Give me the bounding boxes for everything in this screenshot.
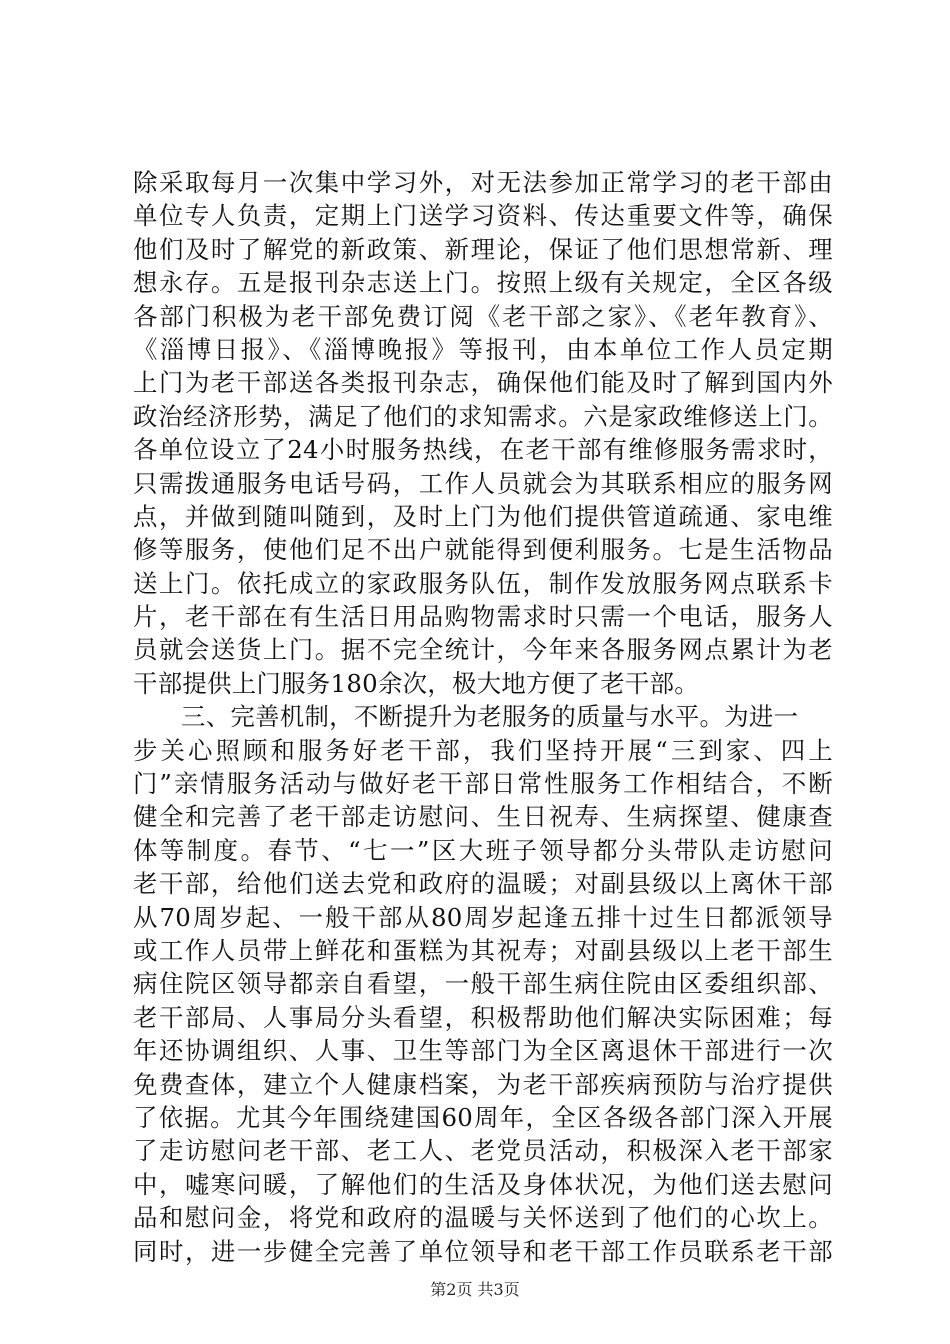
paragraph-start-line: 三、完善机制，不断提升为老服务的质量与水平。为进一 — [181, 702, 799, 732]
text-line: 送上门。依托成立的家政服务队伍，制作发放服务网点联系卡 — [133, 568, 833, 598]
text-line: 健全和完善了老干部走访慰问、生日祝寿、生病探望、健康查 — [133, 802, 833, 832]
body-text — [133, 166, 833, 1268]
text-line: 了走访慰问老干部、老工人、老党员活动，积极深入老干部家 — [133, 1136, 833, 1166]
text-line: 老干部，给他们送去党和政府的温暖；对副县级以上离休干部 — [133, 869, 833, 899]
text-line: 《淄博日报》、《淄博晚报》等报刊，由本单位工作人员定期 — [133, 334, 833, 364]
text-line: 步关心照顾和服务好老干部，我们坚持开展“三到家、四上 — [133, 735, 833, 765]
text-line: 上门为老干部送各类报刊杂志，确保他们能及时了解到国内外 — [133, 368, 833, 398]
text-line: 年还协调组织、人事、卫生等部门为全区离退休干部进行一次 — [133, 1036, 833, 1066]
text-line: 或工作人员带上鲜花和蛋糕为其祝寿；对副县级以上老干部生 — [133, 935, 833, 965]
text-line: 老干部局、人事局分头看望，积极帮助他们解决实际困难；每 — [133, 1002, 833, 1032]
text-line: 点，并做到随叫随到，及时上门为他们提供管道疏通、家电维 — [133, 501, 833, 531]
text-line: 想永存。五是报刊杂志送上门。按照上级有关规定，全区各级 — [133, 268, 833, 298]
text-line: 政治经济形势，满足了他们的求知需求。六是家政维修送上门。 — [133, 401, 833, 431]
text-line: 免费查体，建立个人健康档案，为老干部疾病预防与治疗提供 — [133, 1069, 833, 1099]
text-line: 品和慰问金，将党和政府的温暖与关怀送到了他们的心坎上。 — [133, 1203, 833, 1233]
text-line: 他们及时了解党的新政策、新理论，保证了他们思想常新、理 — [133, 234, 833, 264]
page-footer — [0, 1280, 950, 1300]
text-line: 体等制度。春节、“七一”区大班子领导都分头带队走访慰问 — [133, 835, 833, 865]
page-number-label: 第2页 共3页 — [430, 1280, 520, 1299]
text-line: 片，老干部在有生活日用品购物需求时只需一个电话，服务人 — [133, 602, 833, 632]
text-line: 各部门积极为老干部免费订阅《老干部之家》、《老年教育》、 — [133, 301, 833, 331]
text-line: 从70周岁起、一般干部从80周岁起逢五排十过生日都派领导 — [133, 902, 833, 932]
text-line: 除采取每月一次集中学习外，对无法参加正常学习的老干部由 — [133, 168, 833, 197]
text-line: 各单位设立了24小时服务热线，在老干部有维修服务需求时， — [133, 435, 833, 465]
text-line: 单位专人负责，定期上门送学习资料、传达重要文件等，确保 — [133, 201, 833, 231]
text-line: 门”亲情服务活动与做好老干部日常性服务工作相结合，不断 — [133, 769, 833, 799]
text-line: 员就会送货上门。据不完全统计，今年来各服务网点累计为老 — [133, 635, 833, 665]
text-line: 同时，进一步健全完善了单位领导和老干部工作员联系老干部 — [133, 1236, 833, 1266]
text-line: 中，嘘寒问暖，了解他们的生活及身体状况，为他们送去慰问 — [133, 1169, 833, 1199]
text-line: 修等服务，使他们足不出户就能得到便利服务。七是生活物品 — [133, 535, 833, 565]
text-line: 了依据。尤其今年围绕建国60周年，全区各级各部门深入开展 — [133, 1102, 833, 1132]
text-line: 只需拨通服务电话号码，工作人员就会为其联系相应的服务网 — [133, 468, 833, 498]
text-line: 干部提供上门服务180余次，极大地方便了老干部。 — [133, 668, 699, 698]
text-line: 病住院区领导都亲自看望，一般干部生病住院由区委组织部、 — [133, 969, 833, 999]
